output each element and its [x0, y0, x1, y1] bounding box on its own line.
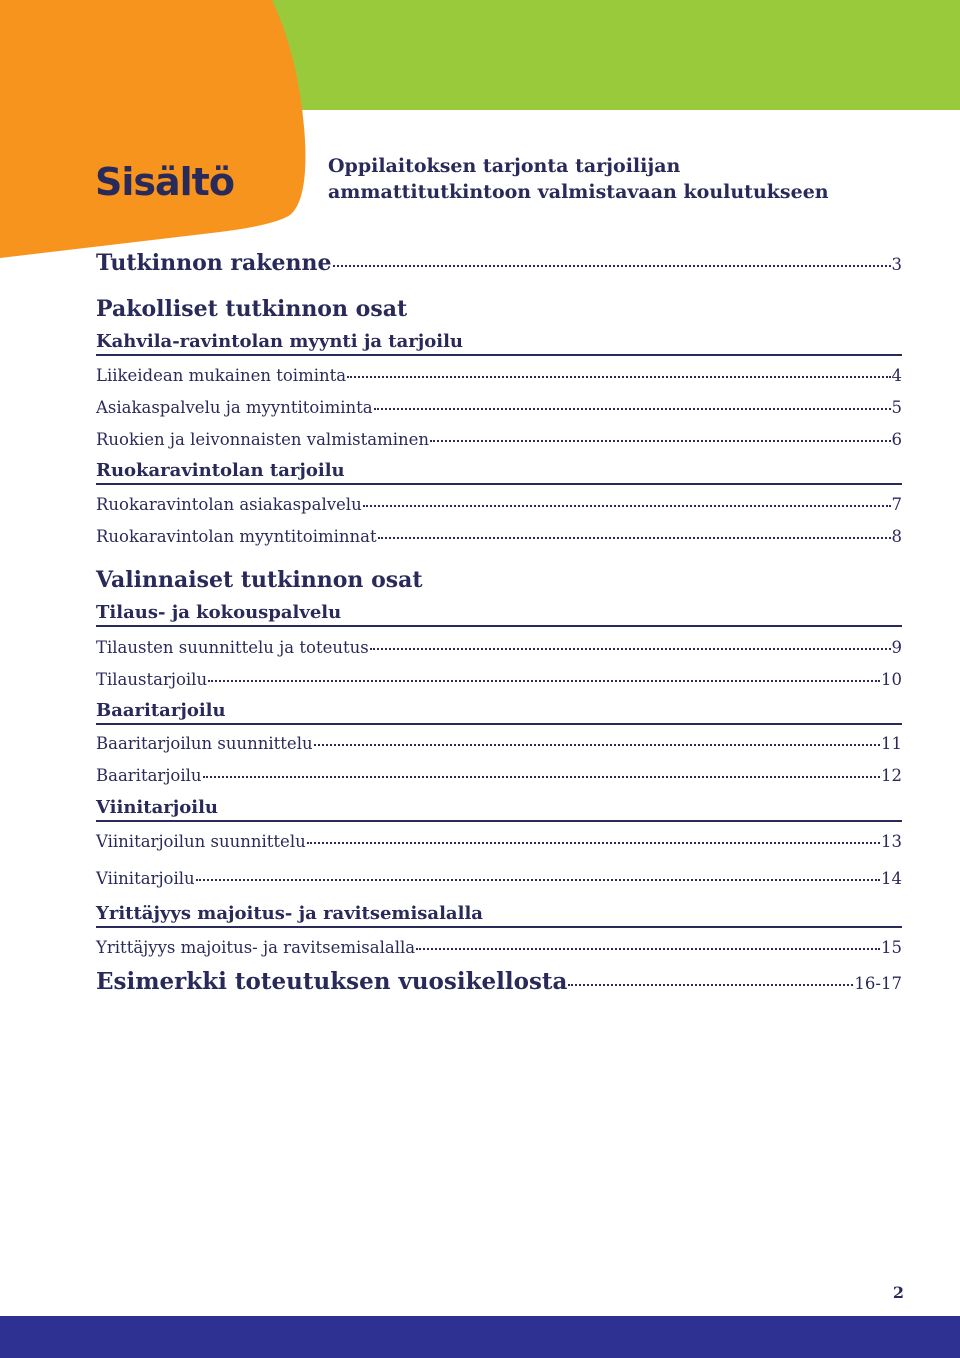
- section-heading-label: Pakolliset tutkinnon osat: [96, 296, 408, 322]
- document-subtitle: [328, 153, 829, 205]
- subsection-heading-yrittajyys: Yrittäjyys majoitus- ja ravitsemisalalla: [96, 903, 902, 928]
- toc-entry-label: Tutkinnon rakenne: [96, 250, 332, 276]
- dot-leader: [374, 408, 891, 410]
- toc-entry[interactable]: [96, 766, 902, 785]
- dot-leader: [203, 776, 880, 778]
- subtitle-line-1: Oppilaitoksen tarjonta tarjoilijan: [328, 155, 681, 177]
- toc-entry[interactable]: [96, 430, 902, 449]
- subsection-heading-tilaus: Tilaus- ja kokouspalvelu: [96, 602, 902, 627]
- toc-entry-label: Tilaustarjoilu: [96, 670, 208, 689]
- toc-entry[interactable]: [96, 495, 902, 514]
- toc-page-number: 4: [891, 366, 902, 385]
- toc-entry[interactable]: [96, 938, 902, 957]
- toc-entry-tutkinnon-rakenne[interactable]: [96, 250, 902, 276]
- dot-leader: [333, 265, 891, 267]
- section-heading-valinnaiset: [96, 567, 902, 593]
- toc-entry-label: Baaritarjoilun suunnittelu: [96, 734, 313, 753]
- page-title: Sisältö: [95, 160, 234, 204]
- toc-page-number: 9: [891, 638, 902, 657]
- subsection-heading-ruokaravintola: Ruokaravintolan tarjoilu: [96, 460, 902, 485]
- footer-bar: [0, 1316, 960, 1358]
- toc-entry-label: Asiakaspalvelu ja myyntitoiminta: [96, 398, 373, 417]
- section-heading-label: Valinnaiset tutkinnon osat: [96, 567, 423, 593]
- toc-entry-label: Ruokaravintolan asiakaspalvelu: [96, 495, 362, 514]
- toc-entry-label: Ruokien ja leivonnaisten valmistaminen: [96, 430, 430, 449]
- toc-entry-label: Yrittäjyys majoitus- ja ravitsemisalalla: [96, 938, 416, 957]
- page-number: 2: [892, 1283, 904, 1302]
- toc-entry[interactable]: [96, 366, 902, 385]
- dot-leader: [347, 376, 890, 378]
- toc-page-number: 10: [881, 670, 902, 689]
- toc-page-number: 14: [881, 869, 902, 888]
- toc-page-number: 3: [891, 255, 902, 274]
- toc-entry-label: Liikeidean mukainen toiminta: [96, 366, 347, 385]
- toc-page-number: 15: [881, 938, 902, 957]
- dot-leader: [370, 648, 891, 650]
- toc-entry-label: Tilausten suunnittelu ja toteutus: [96, 638, 369, 657]
- dot-leader: [416, 948, 880, 950]
- toc-entry-label: Viinitarjoilu: [96, 869, 195, 888]
- toc-page-number: 8: [891, 527, 902, 546]
- toc-entry[interactable]: [96, 832, 902, 851]
- toc-page-number: 12: [881, 766, 902, 785]
- toc-entry[interactable]: [96, 638, 902, 657]
- green-banner: [270, 0, 960, 110]
- toc-entry-label: Baaritarjoilu: [96, 766, 202, 785]
- toc-entry[interactable]: [96, 527, 902, 546]
- toc-entry-esimerkki[interactable]: [96, 968, 902, 995]
- dot-leader: [307, 842, 880, 844]
- toc-page-number: 11: [881, 734, 902, 753]
- toc-entry-label: Esimerkki toteutuksen vuosikellosta: [96, 968, 568, 995]
- dot-leader: [363, 505, 891, 507]
- dot-leader: [208, 680, 880, 682]
- toc-entry[interactable]: [96, 398, 902, 417]
- toc-page-number: 5: [891, 398, 902, 417]
- subsection-heading-baaritarjoilu: Baaritarjoilu: [96, 700, 902, 725]
- toc-entry[interactable]: [96, 670, 902, 689]
- dot-leader: [196, 879, 880, 881]
- toc-entry[interactable]: [96, 734, 902, 753]
- dot-leader: [314, 744, 880, 746]
- toc-page-number: 7: [891, 495, 902, 514]
- toc-entry[interactable]: [96, 869, 902, 888]
- subsection-heading-viinitarjoilu: Viinitarjoilu: [96, 797, 902, 822]
- subsection-heading-kahvila: Kahvila-ravintolan myynti ja tarjoilu: [96, 331, 902, 356]
- subtitle-line-2: ammattitutkintoon valmistavaan koulutukseen: [328, 181, 829, 203]
- dot-leader: [378, 537, 891, 539]
- dot-leader: [568, 984, 853, 986]
- toc-page-number: 13: [881, 832, 902, 851]
- toc-entry-label: Ruokaravintolan myyntitoiminnat: [96, 527, 377, 546]
- toc-entry-label: Viinitarjoilun suunnittelu: [96, 832, 306, 851]
- dot-leader: [430, 440, 890, 442]
- orange-shape: [0, 0, 305, 258]
- section-heading-pakolliset: [96, 296, 902, 322]
- header-graphic: [0, 0, 960, 260]
- toc-page-number: 6: [891, 430, 902, 449]
- toc-page-number: 16-17: [854, 974, 902, 993]
